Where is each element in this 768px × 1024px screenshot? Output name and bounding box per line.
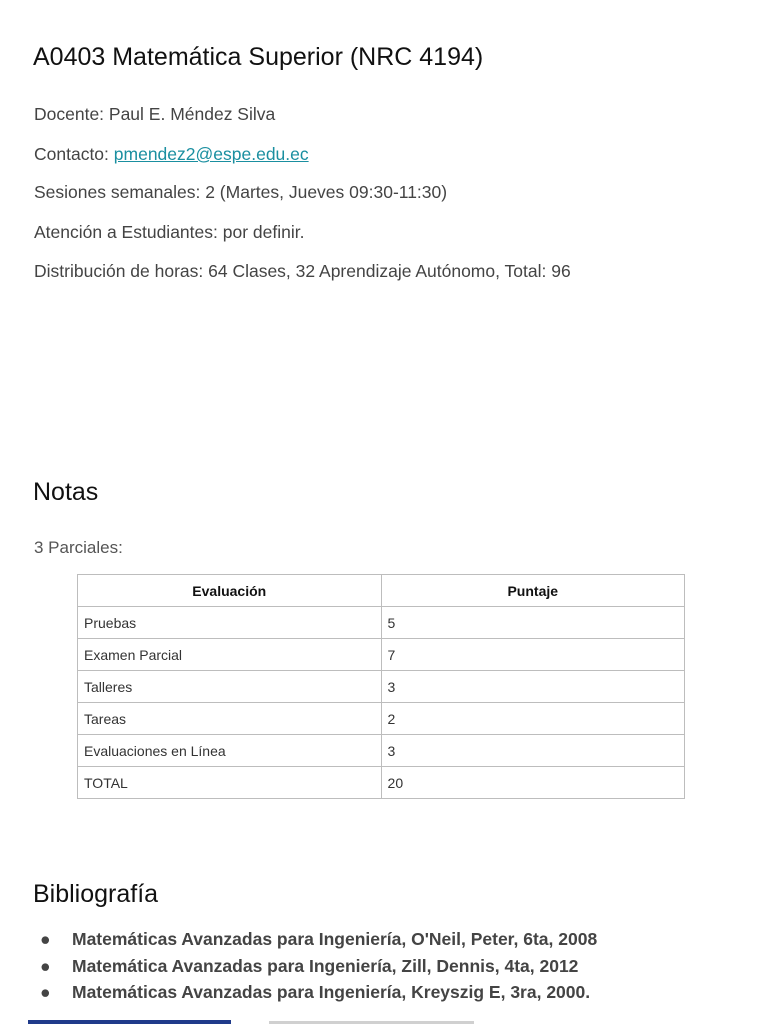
table-row <box>78 639 685 671</box>
list-item <box>40 979 597 1006</box>
atencion-line: Atención a Estudiantes: por definir. <box>34 222 305 242</box>
notas-heading: Notas <box>33 478 99 506</box>
bibliografia-item-text: Matemáticas Avanzadas para Ingeniería, O'Neil, Peter, 6ta, 2008 <box>72 929 598 949</box>
evaluacion-cell: Tareas <box>78 703 382 735</box>
table-row-total <box>78 767 685 799</box>
evaluacion-cell: Talleres <box>78 671 382 703</box>
bibliografia-item-text: Matemáticas Avanzadas para Ingeniería, Kreyszig E, 3ra, 2000. <box>72 982 591 1002</box>
evaluacion-cell: TOTAL <box>78 767 382 799</box>
docente-line: Docente: Paul E. Méndez Silva <box>34 104 276 124</box>
table-row <box>78 671 685 703</box>
evaluacion-cell: Pruebas <box>78 607 382 639</box>
bibliografia-list <box>40 926 597 1006</box>
bibliografia-item-text: Matemática Avanzadas para Ingeniería, Zill, Dennis, 4ta, 2012 <box>72 955 579 976</box>
puntaje-cell: 5 <box>381 607 684 639</box>
contacto-line <box>34 144 309 165</box>
puntaje-cell: 20 <box>381 767 684 799</box>
bullet-icon: ● <box>40 955 51 976</box>
list-item <box>40 953 597 980</box>
column-header-evaluacion: Evaluación <box>78 575 382 607</box>
column-header-puntaje: Puntaje <box>381 575 684 607</box>
distribucion-line: Distribución de horas: 64 Clases, 32 Aprendizaje Autónomo, Total: 96 <box>34 261 571 281</box>
page-title: A0403 Matemática Superior (NRC 4194) <box>33 43 484 71</box>
puntaje-cell: 3 <box>381 671 684 703</box>
grades-table <box>77 574 685 799</box>
parciales-subtitle: 3 Parciales: <box>34 538 123 557</box>
bibliografia-heading: Bibliografía <box>33 880 159 908</box>
footer-tab-bar-active[interactable] <box>28 1020 231 1024</box>
bullet-icon: ● <box>40 982 51 1002</box>
list-item <box>40 926 597 953</box>
table-row <box>78 607 685 639</box>
evaluacion-cell: Examen Parcial <box>78 639 382 671</box>
contacto-label: Contacto: <box>34 144 114 164</box>
table-row <box>78 703 685 735</box>
puntaje-cell: 3 <box>381 735 684 767</box>
table-row <box>78 735 685 767</box>
evaluacion-cell: Evaluaciones en Línea <box>78 735 382 767</box>
contacto-email-link[interactable]: pmendez2@espe.edu.ec <box>113 144 309 164</box>
sesiones-line: Sesiones semanales: 2 (Martes, Jueves 09:30-11:30) <box>34 182 448 202</box>
bullet-icon: ● <box>40 929 51 949</box>
puntaje-cell: 7 <box>381 639 684 671</box>
table-header-row <box>78 575 685 607</box>
puntaje-cell: 2 <box>381 703 684 735</box>
